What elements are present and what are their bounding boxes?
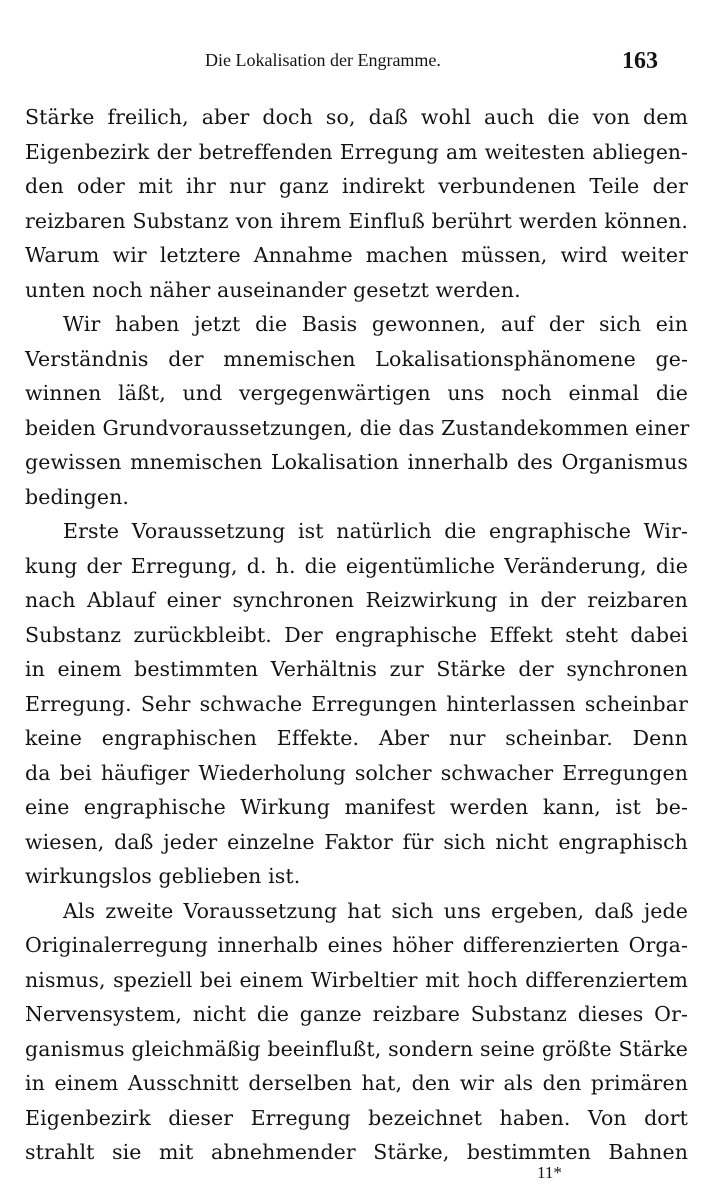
signature-mark: 11* (537, 1163, 562, 1182)
text-line: wirkungslos geblieben ist. (25, 864, 301, 888)
text-line: gewissen mnemischen Lokalisation innerhalb des Organismus (25, 450, 688, 474)
text-line: winnen läßt, und vergegenwärtigen uns noch einmal die (25, 381, 688, 405)
text-line: Verständnis der mnemischen Lokalisationsphänomene ge- (25, 346, 688, 371)
text-line: Originalerregung innerhalb eines höher differenzierten Orga- (25, 933, 688, 957)
text-line: strahlt sie mit abnehmender Stärke, bestimmten Bahnen (25, 1140, 688, 1164)
text-line: beiden Grundvoraussetzungen, die das Zustandekommen einer (25, 415, 690, 440)
text-line: Erste Voraussetzung ist natürlich die engraphische Wir- (63, 519, 688, 543)
text-line: Nervensystem, nicht die ganze reizbare Substanz dieses Or- (25, 1002, 688, 1026)
running-head (0, 48, 713, 78)
text-line: Eigenbezirk der betreffenden Erregung am weitesten abliegen- (25, 139, 688, 164)
text-line: Warum wir letztere Annahme machen müssen, wird weiter (25, 243, 688, 267)
text-line: Als zweite Voraussetzung hat sich uns ergeben, daß jede (63, 898, 688, 923)
text-line: da bei häufiger Wiederholung solcher schwacher Erregungen (25, 760, 688, 785)
text-line: keine engraphischen Effekte. Aber nur scheinbar. Denn (25, 726, 688, 750)
page-number: 163 (622, 48, 658, 74)
text-line: ganismus gleichmäßig beeinflußt, sondern seine größte Stärke (25, 1036, 688, 1061)
text-line: reizbaren Substanz von ihrem Einfluß berührt werden können. (25, 208, 688, 233)
text-line: in einem bestimmten Verhältnis zur Stärke der synchronen (25, 657, 688, 681)
text-line: eine engraphische Wirkung manifest werden kann, ist be- (25, 795, 688, 819)
text-line: Eigenbezirk dieser Erregung bezeichnet haben. Von dort (25, 1105, 688, 1130)
text-line: kung der Erregung, d. h. die eigentümliche Veränderung, die (25, 553, 688, 578)
running-title: Die Lokalisation der Engramme. (205, 50, 441, 70)
body-text (25, 100, 688, 1170)
text-line: den oder mit ihr nur ganz indirekt verbundenen Teile der (25, 174, 688, 198)
text-line: Erregung. Sehr schwache Erregungen hinterlassen scheinbar (25, 691, 688, 716)
text-line: in einem Ausschnitt derselben hat, den wir als den primären (25, 1071, 688, 1095)
text-line: bedingen. (25, 484, 130, 509)
text-line: nismus, speziell bei einem Wirbeltier mit hoch differenziertem (25, 967, 688, 992)
text-line: wiesen, daß jeder einzelne Faktor für sich nicht engraphisch (25, 829, 688, 854)
text-line: Wir haben jetzt die Basis gewonnen, auf der sich ein (63, 312, 688, 336)
text-line: Substanz zurückbleibt. Der engraphische Effekt steht dabei (25, 622, 688, 647)
text-line: Stärke freilich, aber doch so, daß wohl auch die von dem (25, 105, 688, 129)
text-line: nach Ablauf einer synchronen Reizwirkung in der reizbaren (25, 588, 688, 612)
text-line: unten noch näher auseinander gesetzt werden. (25, 277, 521, 302)
